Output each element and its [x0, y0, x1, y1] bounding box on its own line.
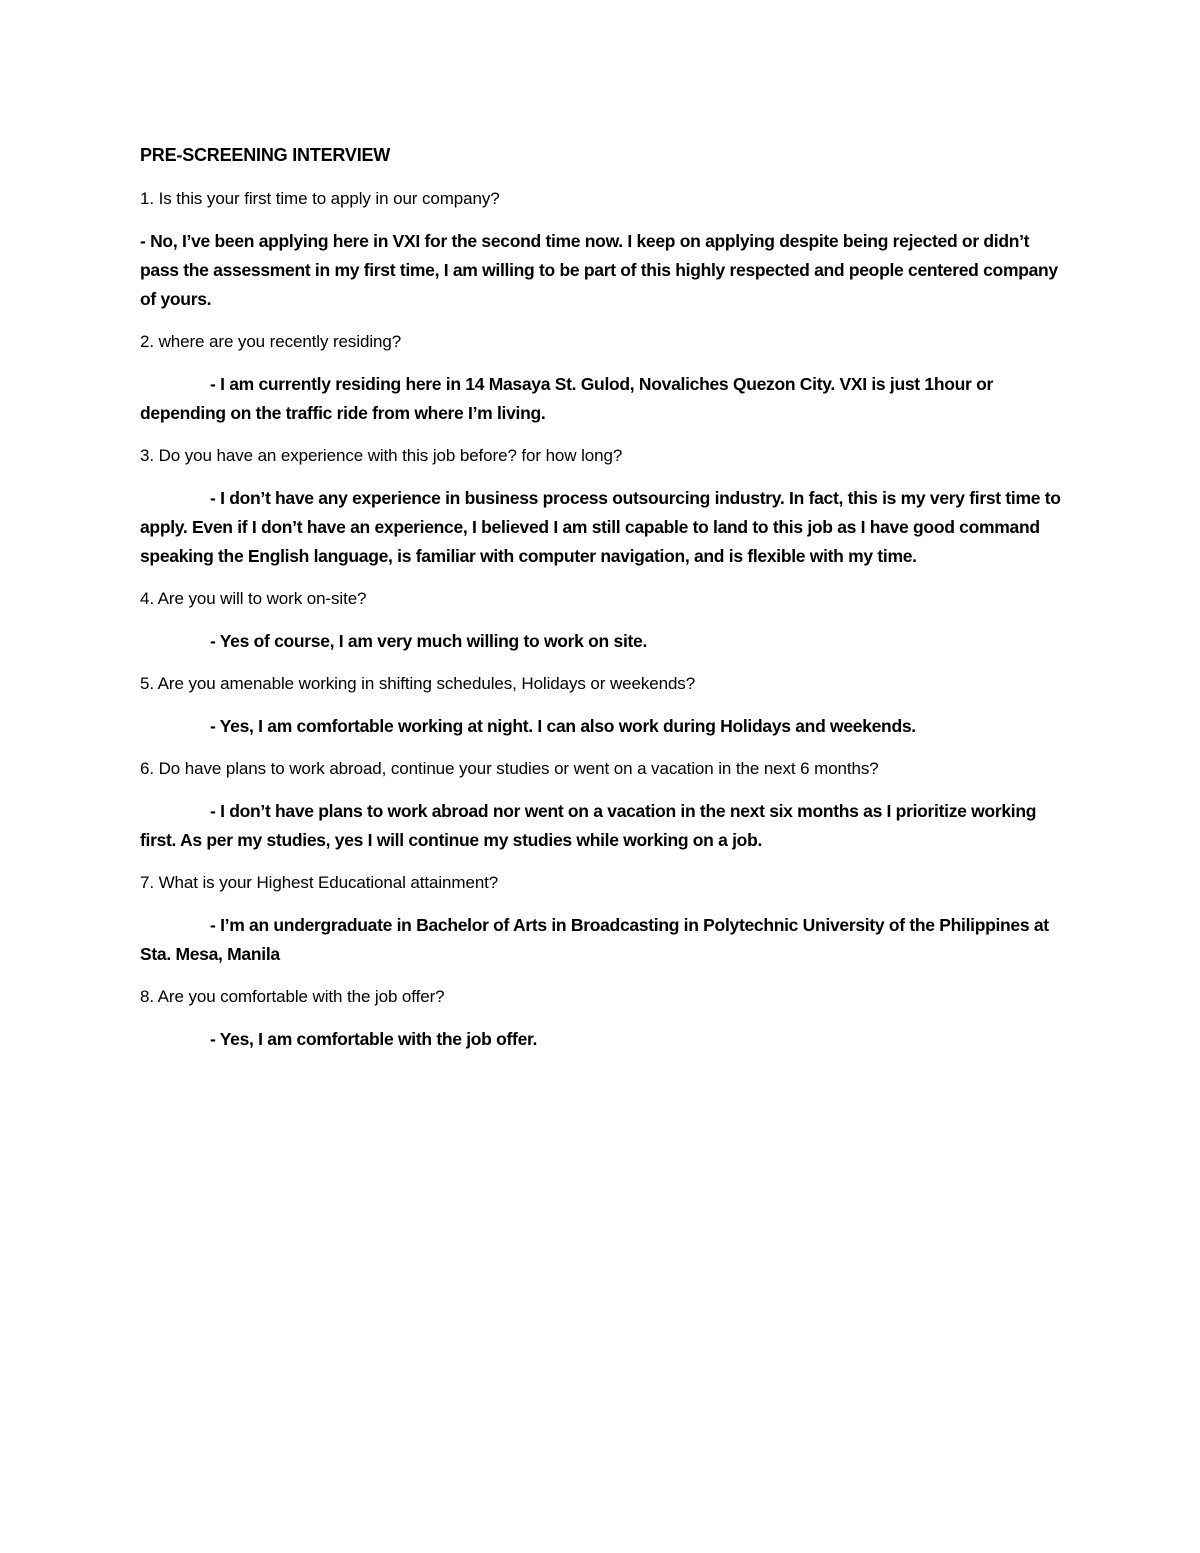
question-2: 2. where are you recently residing?	[140, 332, 402, 351]
qa-item-4	[140, 586, 1070, 656]
answer-4: - Yes of course, I am very much willing to work on site.	[210, 631, 648, 651]
answer-2: - I am currently residing here in 14 Masaya St. Gulod, Novaliches Quezon City. VXI is just 1hour or depending on the traffic ride from where I’m living.	[140, 374, 993, 423]
question-6: 6. Do have plans to work abroad, continue your studies or went on a vacation in the next 6 months?	[140, 759, 879, 778]
question-3: 3. Do you have an experience with this job before? for how long?	[140, 446, 623, 465]
qa-item-7	[140, 870, 1070, 969]
qa-item-6	[140, 756, 1070, 855]
answer-3: - I don’t have any experience in business process outsourcing industry. In fact, this is my very first time to apply. Even if I don’t have an experience, I believed I am still capable to land to this job as I have good command speaking the English language, is familiar with computer navigation, and is flexible with my time.	[140, 488, 1061, 566]
qa-item-3	[140, 443, 1070, 571]
question-4: 4. Are you will to work on-site?	[140, 589, 367, 608]
answer-1: - No, I’ve been applying here in VXI for the second time now. I keep on applying despite being rejected or didn’t pass the assessment in my first time, I am willing to be part of this highly respected and people centered company of yours.	[140, 231, 1058, 309]
answer-5: - Yes, I am comfortable working at night. I can also work during Holidays and weekends.	[210, 716, 916, 736]
qa-item-5	[140, 671, 1070, 741]
document-title: PRE-SCREENING INTERVIEW	[140, 145, 391, 165]
answer-7: - I’m an undergraduate in Bachelor of Arts in Broadcasting in Polytechnic University of the Philippines at Sta. Mesa, Manila	[140, 915, 1049, 964]
qa-item-8	[140, 984, 1070, 1054]
answer-8: - Yes, I am comfortable with the job offer.	[210, 1029, 538, 1049]
question-5: 5. Are you amenable working in shifting schedules, Holidays or weekends?	[140, 674, 696, 693]
question-7: 7. What is your Highest Educational attainment?	[140, 873, 499, 892]
question-8: 8. Are you comfortable with the job offer?	[140, 987, 445, 1006]
qa-item-2	[140, 329, 1070, 428]
answer-6: - I don’t have plans to work abroad nor went on a vacation in the next six months as I prioritize working first. As per my studies, yes I will continue my studies while working on a job.	[140, 801, 1037, 850]
document-page	[140, 142, 1070, 1069]
question-1: 1. Is this your first time to apply in our company?	[140, 189, 500, 208]
qa-item-1	[140, 186, 1070, 314]
